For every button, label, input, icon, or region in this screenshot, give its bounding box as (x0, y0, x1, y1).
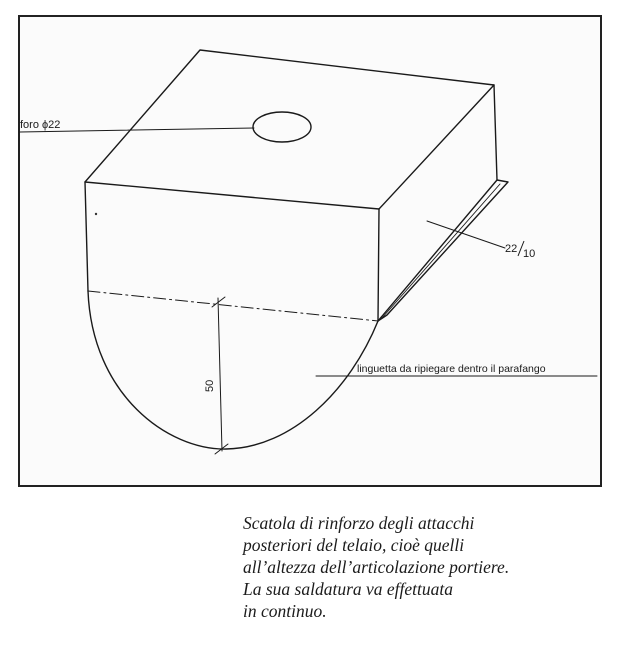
thickness-denominator: 10 (523, 248, 536, 260)
caption-line: all’altezza dell’articolazione portiere. (243, 557, 510, 577)
center-line (88, 291, 378, 321)
speck-mark (95, 213, 97, 215)
fold-tab-inner (382, 184, 500, 318)
dimension-value: 50 (204, 379, 216, 392)
caption-line: in continuo. (243, 601, 327, 621)
box-front-left-edge (85, 182, 88, 291)
box-front-right-edge (378, 209, 379, 321)
thickness-numerator: 22 (505, 243, 518, 255)
caption-line: La sua saldatura va effettuata (243, 579, 453, 599)
dimension-line (218, 298, 222, 451)
caption (243, 512, 613, 622)
caption-line: posteriori del telaio, cioè quelli (243, 535, 465, 555)
hole-label: foro ϕ22 (20, 119, 61, 131)
semicircle-bottom (88, 291, 378, 449)
tab-label: linguetta da ripiegare dentro il parafango (357, 363, 546, 375)
caption-line: Scatola di rinforzo degli attacchi (243, 513, 475, 533)
thickness-leader (427, 221, 505, 248)
hole-ellipse (253, 112, 311, 142)
box-right-face (378, 85, 497, 321)
